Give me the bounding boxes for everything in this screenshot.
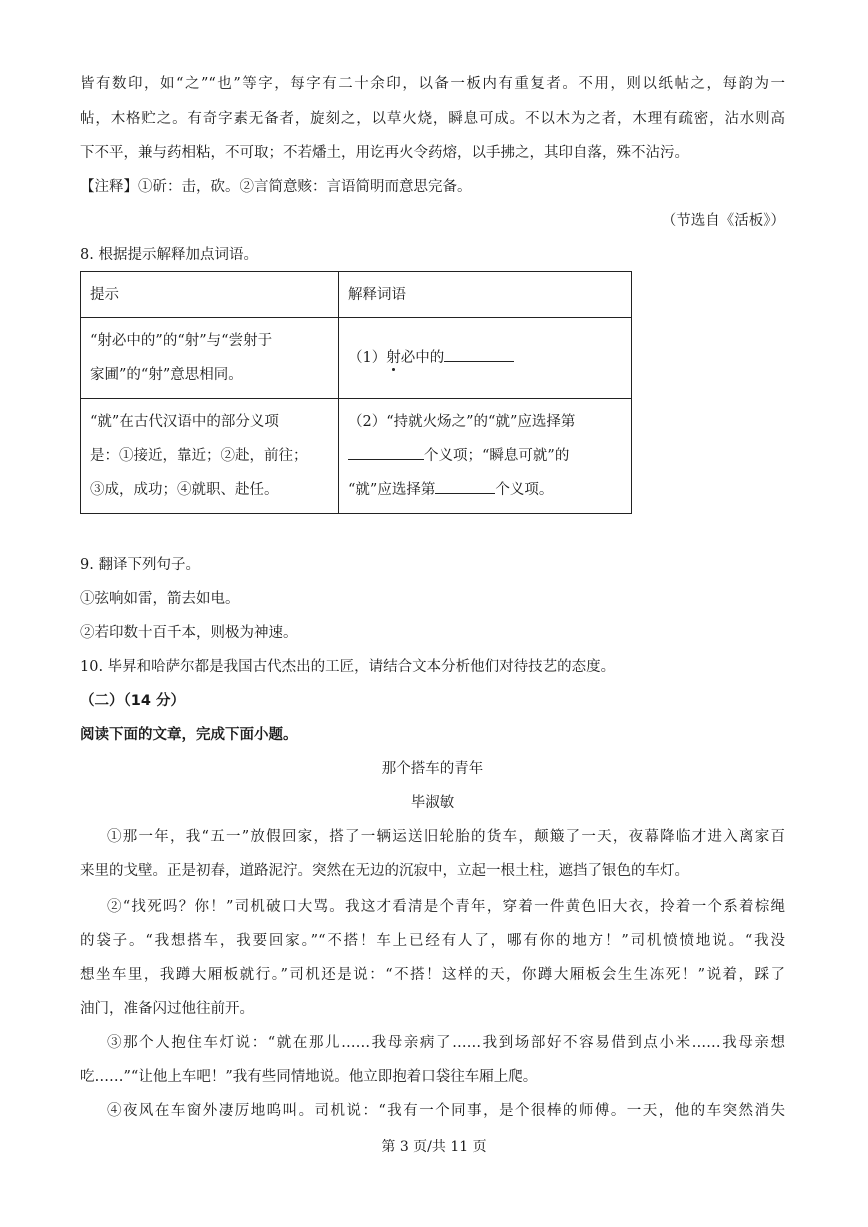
answer-blank[interactable] [348, 443, 424, 460]
question-8-title: 8. 根据提示解释加点词语。 [80, 247, 258, 263]
paragraph-line: ①那一年，我“五一”放假回家，搭了一辆运送旧轮胎的货车，颠簸了一天，夜幕降临才进入离家百 [107, 829, 785, 845]
paragraph-line: ②“找死吗？你！”司机破口大骂。我这才看清是个青年，穿着一件黄色旧大衣，拎着一个系着棕绳 [107, 899, 785, 915]
passage-line: 帖，木格贮之。有奇字素无备者，旋刻之，以草火烧，瞬息可成。不以木为之者，木理有疏密，沾水则高 [80, 111, 785, 127]
paragraph-line: 想坐车里，我蹲大厢板就行。”司机还是说：“不搭！这样的天，你蹲大厢板会生生冻死！”说着，踩了 [80, 967, 785, 983]
paragraph-line: 来里的戈壁。正是初春，道路泥泞。突然在无边的沉寂中，立起一根土柱，遮挡了银色的车灯。 [80, 863, 689, 879]
question-9-title: 9. 翻译下列句子。 [80, 557, 200, 573]
hint-table [80, 271, 632, 514]
table-header-explain: 解释词语 [339, 272, 632, 318]
article-author: 毕淑敏 [410, 795, 455, 811]
table-cell-answer: （1）射必中的 [339, 318, 632, 399]
table-row [81, 399, 632, 514]
section-heading: （二）（14 分） [80, 693, 185, 709]
page-footer: 第 3 页/共 11 页 [381, 1139, 487, 1155]
question-9-sentence-1: ①弦响如雷，箭去如电。 [80, 591, 240, 607]
paragraph-line: ④夜风在车窗外凄厉地呜叫。司机说：“我有一个同事，是个很棒的师傅。一天，他的车突然消失 [107, 1103, 785, 1119]
table-header-row [81, 272, 632, 318]
emphasis-dot-char: 射 [386, 350, 401, 366]
section-instruction: 阅读下面的文章，完成下面小题。 [80, 727, 298, 743]
answer-blank[interactable] [444, 345, 514, 362]
article-title: 那个搭车的青年 [381, 761, 484, 777]
table-row [81, 318, 632, 399]
table-cell-answer: （2）“持就火炀之”的“就”应选择第 个义项；“瞬息可就”的 “就”应选择第 个义项。 [339, 399, 632, 514]
answer-blank[interactable] [435, 477, 495, 494]
source-citation: （节选自《活板》） [661, 213, 785, 229]
passage-line: 下不平，兼与药相粘，不可取；不若燔土，用讫再火令药熔，以手拂之，其印自落，殊不沾污。 [80, 145, 689, 161]
question-10-title: 10. 毕昇和哈萨尔都是我国古代杰出的工匠，请结合文本分析他们对待技艺的态度。 [80, 659, 616, 675]
paragraph-line: 的袋子。“我想搭车，我要回家。”“不搭！车上已经有人了，哪有你的地方！”司机愤愤地说。“我没 [80, 933, 785, 949]
table-cell-hint: “就”在古代汉语中的部分义项 是：①接近，靠近；②赴，前往； ③成，成功；④就职、赴任。 [81, 399, 339, 514]
annotation-note: 【注释】①斫：击，砍。②言简意赅：言语简明而意思完备。 [80, 179, 472, 195]
paragraph-line: 吃……”“让他上车吧！”我有些同情地说。他立即抱着口袋往车厢上爬。 [80, 1069, 538, 1085]
paragraph-line: ③那个人抱住车灯说：“就在那儿……我母亲病了……我到场部好不容易借到点小米……我母亲想 [107, 1035, 785, 1051]
passage-line: 皆有数印，如“之”“也”等字，每字有二十余印，以备一板内有重复者。不用，则以纸帖之，每韵为一 [80, 76, 785, 92]
table-cell-hint: “射必中的”的“射”与“尝射于 家圃”的“射”意思相同。 [81, 318, 339, 399]
question-9-sentence-2: ②若印数十百千本，则极为神速。 [80, 625, 298, 641]
table-header-hint: 提示 [81, 272, 339, 318]
paragraph-line: 油门，准备闪过他往前开。 [80, 1001, 254, 1017]
